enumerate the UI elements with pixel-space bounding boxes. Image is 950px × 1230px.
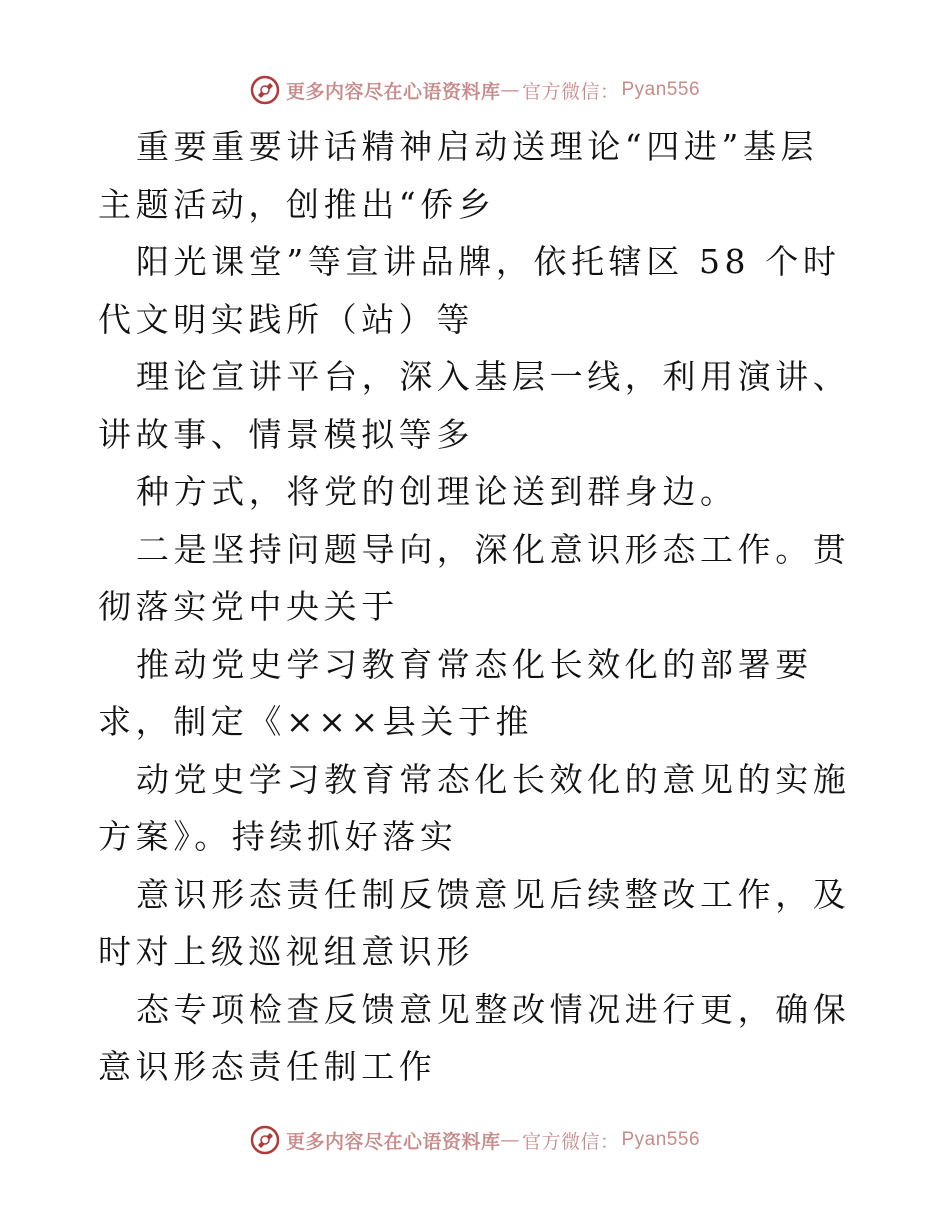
body-paragraph-7: 动党史学习教育常态化长效化的意见的实施方案》。持续抓好落实 — [98, 759, 851, 856]
body-paragraph-3: 理论宣讲平台，深入基层一线，利用演讲、讲故事、情景模拟等多 — [98, 357, 851, 454]
body-paragraph-1: 重要重要讲话精神启动送理论“四进”基层主题活动，创推出“侨乡 — [98, 127, 819, 224]
footer-brand-text: 更多内容尽在心语资料库 — [285, 1130, 501, 1153]
footer-separator: — — [500, 1129, 520, 1151]
footer-banner — [0, 1122, 950, 1158]
header-separator: — — [500, 79, 520, 101]
body-paragraph-2: 阳光课堂”等宣讲品牌，依托辖区 58 个时代文明实践所（站）等 — [98, 242, 841, 339]
header-banner — [0, 72, 950, 108]
header-brand-text: 更多内容尽在心语资料库 — [285, 80, 501, 103]
document-body — [98, 118, 852, 1096]
seal-logo-icon — [250, 75, 280, 105]
body-paragraph-5: 二是坚持问题导向，深化意识形态工作。贯彻落实党中央关于 — [98, 529, 851, 626]
body-paragraph-6: 推动党史学习教育常态化长效化的部署要求，制定《×××县关于推 — [98, 644, 813, 741]
header-wechat-id: Pyan556 — [621, 79, 701, 100]
body-paragraph-4: 种方式，将党的创理论送到群身边。 — [136, 472, 738, 511]
body-paragraph-9: 态专项检查反馈意见整改情况进行更，确保意识形态责任制工作 — [98, 989, 851, 1086]
header-official-label: 官方微信： — [521, 80, 620, 103]
footer-wechat-id: Pyan556 — [621, 1129, 701, 1150]
body-paragraph-8: 意识形态责任制反馈意见后续整改工作，及时对上级巡视组意识形 — [98, 874, 851, 971]
seal-logo-icon — [250, 1125, 280, 1155]
footer-official-label: 官方微信： — [521, 1130, 620, 1153]
